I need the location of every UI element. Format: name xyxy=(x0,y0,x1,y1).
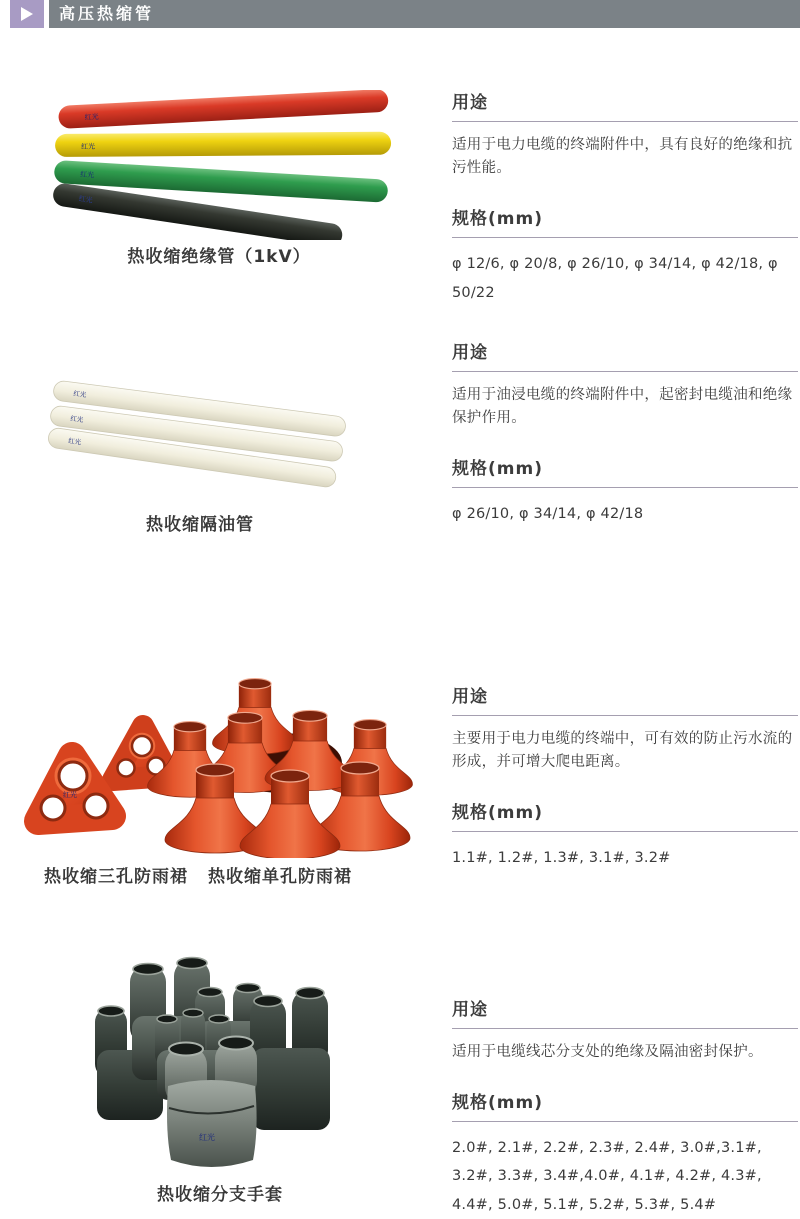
usage-heading: 用途 xyxy=(452,682,798,716)
info-block-breakout-boot xyxy=(452,995,798,1219)
usage-heading: 用途 xyxy=(452,88,798,122)
brand-logo: 红光 xyxy=(84,112,99,122)
product-figure-oil-barrier-tubes xyxy=(30,376,370,535)
spec-text: φ 26/10, φ 34/14, φ 42/18 xyxy=(452,506,644,523)
boot-back-right xyxy=(250,988,330,1131)
brand-logo: 红光 xyxy=(79,170,95,180)
product-image-rain-skirts xyxy=(10,658,430,858)
info-block-insulation-tube xyxy=(452,88,798,307)
usage-heading: 用途 xyxy=(452,995,798,1029)
header-marker xyxy=(10,0,44,28)
tube-red xyxy=(58,90,389,129)
usage-text: 主要用于电力电缆的终端中，可有效的防止污水流的形成，并可增大爬电距离。 xyxy=(452,731,793,771)
page-title: 高压热缩管 xyxy=(59,4,155,23)
spec-heading: 规格(mm) xyxy=(452,1088,798,1122)
play-triangle-icon xyxy=(21,7,33,21)
product-caption: 热收缩分支手套 xyxy=(157,1185,283,1205)
spec-heading: 规格(mm) xyxy=(452,454,798,488)
product-image-oil-barrier-tubes xyxy=(30,376,370,504)
brand-logo: 红光 xyxy=(78,194,94,205)
usage-heading: 用途 xyxy=(452,338,798,372)
tube-yellow xyxy=(55,132,391,157)
product-figure-rain-skirts xyxy=(10,658,430,888)
usage-text: 适用于电力电缆的终端附件中，具有良好的绝缘和抗污性能。 xyxy=(452,137,793,177)
product-caption: 热收缩隔油管 xyxy=(146,515,254,535)
product-caption: 热收缩三孔防雨裙 xyxy=(44,867,188,887)
info-block-oil-barrier-tube xyxy=(452,338,798,529)
spec-heading: 规格(mm) xyxy=(452,798,798,832)
header-title-bar xyxy=(49,0,800,28)
info-block-rain-skirt xyxy=(452,682,798,873)
product-figure-insulation-tubes xyxy=(38,90,400,267)
spec-text: 1.1#, 1.2#, 1.3#, 3.1#, 3.2# xyxy=(452,850,671,867)
brand-logo: 红光 xyxy=(72,389,87,400)
brand-logo: 红光 xyxy=(67,436,82,447)
brand-logo: 红光 xyxy=(199,1133,215,1142)
product-image-insulation-tubes xyxy=(38,90,400,240)
spec-text: 2.0#, 2.1#, 2.2#, 2.3#, 2.4#, 3.0#,3.1#, 3.2#, 3.3#, 3.4#,4.0#, 4.1#, 4.2#, 4.3#, 4.4#, 5.0#, 5.1#, 5.2#, 5.3#, 5.4# xyxy=(452,1140,762,1213)
product-caption: 热收缩绝缘管（1kV） xyxy=(127,247,311,267)
spec-text: φ 12/6, φ 20/8, φ 26/10, φ 34/14, φ 42/18, φ 50/22 xyxy=(452,256,778,301)
product-caption: 热收缩单孔防雨裙 xyxy=(208,867,352,887)
product-figure-breakout-boots xyxy=(85,948,385,1205)
three-hole-skirt-front xyxy=(38,756,112,821)
brand-logo: 红光 xyxy=(69,414,84,425)
product-image-breakout-boots xyxy=(85,948,385,1176)
usage-text: 适用于油浸电缆的终端附件中，起密封电缆油和绝缘保护作用。 xyxy=(452,387,793,427)
single-hole-skirt-stack xyxy=(148,679,413,858)
spec-heading: 规格(mm) xyxy=(452,204,798,238)
brand-logo: 红光 xyxy=(81,142,96,151)
brand-logo: 红光 xyxy=(63,791,77,799)
usage-text: 适用于电缆线芯分支处的绝缘及隔油密封保护。 xyxy=(452,1044,763,1060)
